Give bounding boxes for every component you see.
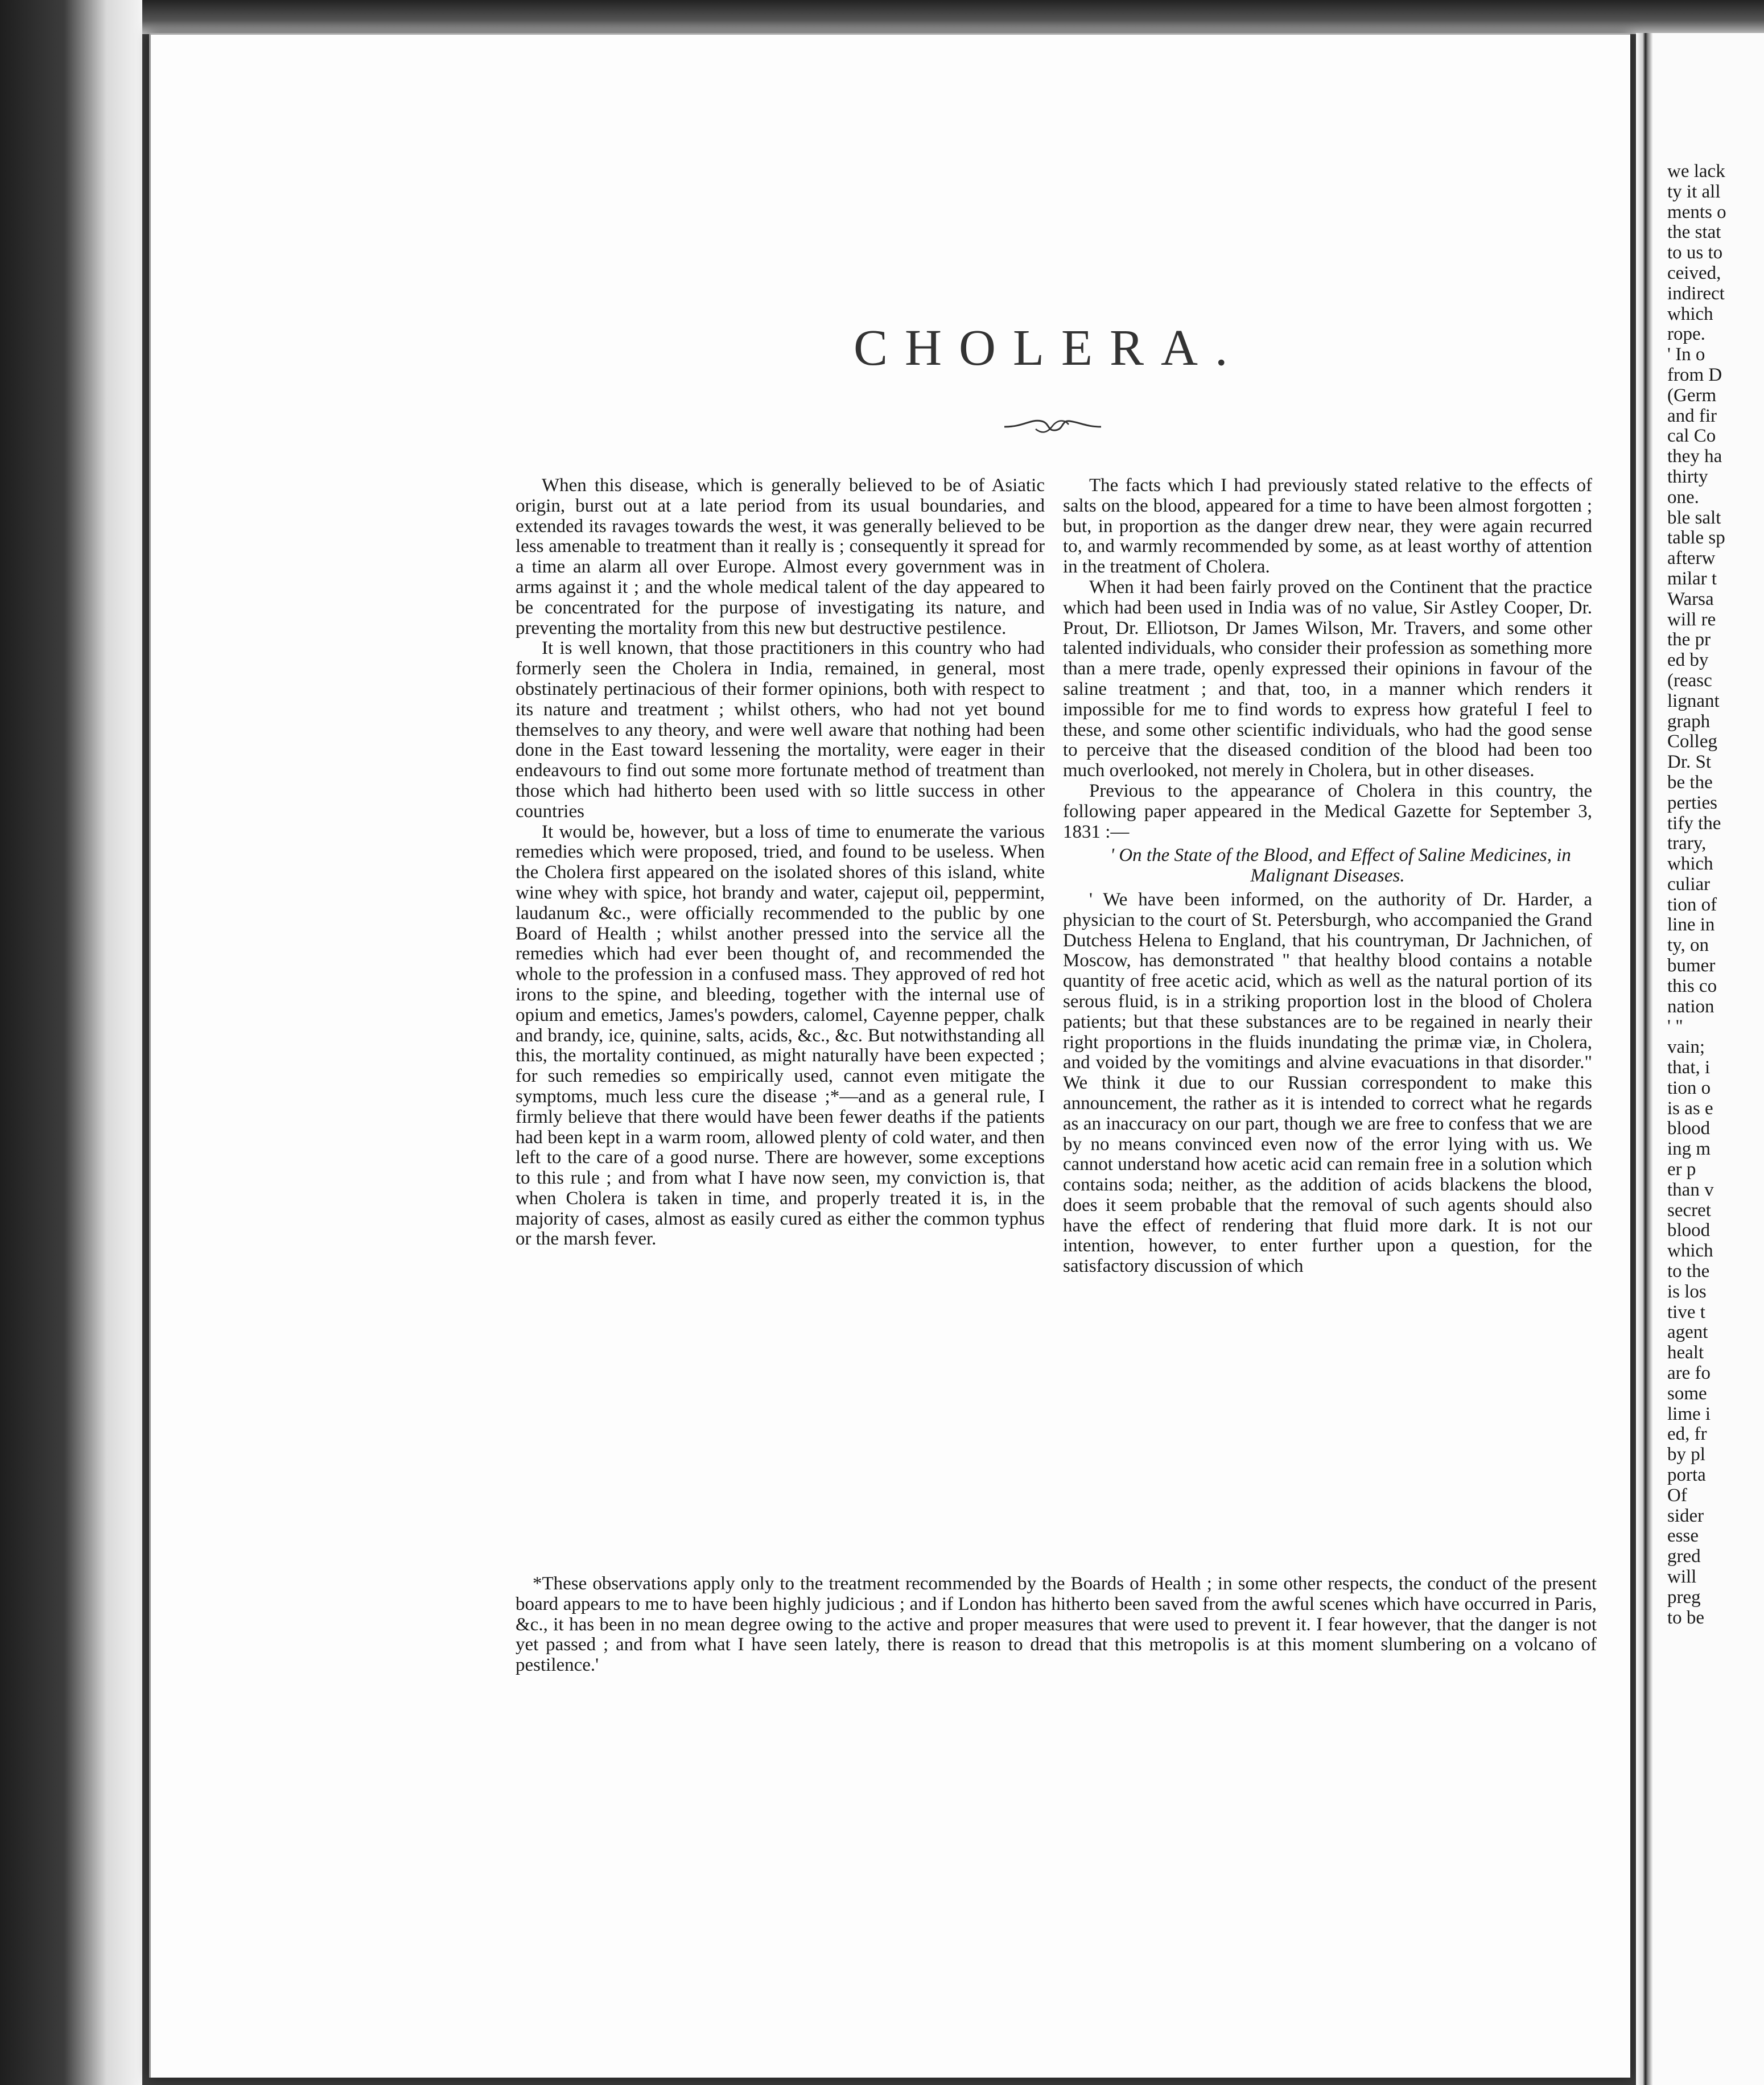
adjacent-page-line: blood	[1667, 1220, 1711, 1241]
adjacent-page-line: perties	[1667, 792, 1717, 813]
adjacent-page-line: Warsa	[1667, 588, 1714, 609]
adjacent-page-line: cal Co	[1667, 426, 1716, 447]
adjacent-page-line: table sp	[1667, 528, 1725, 549]
adjacent-page-line: they ha	[1667, 446, 1722, 467]
adjacent-page-line: milar t	[1667, 568, 1717, 589]
adjacent-page-line: will	[1667, 1566, 1697, 1587]
adjacent-page-line: afterw	[1667, 548, 1716, 569]
adjacent-page-line: the pr	[1667, 629, 1711, 650]
paragraph: It is well known, that those practitioners in this country who had formerly seen the Cholera in India, remained, in general, most obstinately pertinacious of their former opinions, both with respect to its nature and treatment ; whilst others, who had not yet bound themselves to any theory, and were well aware that nothing had been done in the East toward lessening the mortality, were eager in their endeavours to find out some more fortunate method of treatment than those which had hitherto been used with so little success in other countries	[516, 638, 1045, 822]
adjacent-page-line: and fir	[1667, 405, 1717, 426]
adjacent-page-text	[1667, 162, 1764, 1628]
adjacent-page-line: ty, on	[1667, 935, 1709, 956]
adjacent-page-line: some	[1667, 1383, 1707, 1404]
adjacent-page-line: be the	[1667, 772, 1713, 793]
adjacent-page-line: that, i	[1667, 1057, 1711, 1078]
paragraph: Previous to the appearance of Cholera in this country, the following paper appeared in the Medical Gazette for September 3, 1831 :—	[1063, 780, 1592, 842]
adjacent-page-line: lime i	[1667, 1403, 1711, 1424]
adjacent-page-line: tion o	[1667, 1077, 1711, 1098]
adjacent-page-line: (reasc	[1667, 670, 1712, 691]
quote-heading: ' On the State of the Blood, and Effect of Saline Medicines, in Malignant Diseases.	[1110, 845, 1571, 887]
adjacent-page-line: is los	[1667, 1281, 1707, 1302]
adjacent-page-line: vain;	[1667, 1037, 1705, 1058]
scan-top-border	[0, 0, 1764, 34]
adjacent-page-line: tify the	[1667, 813, 1721, 834]
adjacent-page-line: from D	[1667, 364, 1722, 385]
adjacent-page-line: is as e	[1667, 1098, 1713, 1119]
adjacent-page-line: Colleg	[1667, 731, 1717, 752]
adjacent-page-line: ble salt	[1667, 507, 1721, 528]
adjacent-page-line: than v	[1667, 1179, 1714, 1200]
adjacent-page-line: which	[1667, 303, 1713, 324]
adjacent-page-line: will re	[1667, 609, 1716, 630]
adjacent-page-line: thirty	[1667, 466, 1708, 487]
adjacent-page-line: blood	[1667, 1118, 1711, 1139]
scan-left-border	[0, 0, 142, 2085]
footnote-text: *These observations apply only to the treatment recommended by the Boards of Health ; in some other respects, the conduct of the present board appears to me to have been highly judicious ; and if London has hitherto been saved from the awful scenes which have occurred in Paris, &c., it has been in no mean degree owing to the active and proper measures that were used to prevent it. I fear however, that the danger is not yet passed ; and from what I have seen lately, there is reason to dread that this metropolis is at this moment slumbering on a volcano of pestilence.'	[516, 1573, 1597, 1676]
adjacent-page-line: agent	[1667, 1322, 1708, 1343]
adjacent-page-line: graph	[1667, 711, 1711, 732]
adjacent-page-line: ed, fr	[1667, 1424, 1707, 1445]
ornamental-flourish-icon	[1001, 414, 1104, 437]
book-gutter	[1636, 33, 1653, 2085]
paragraph: When it had been fairly proved on the Continent that the practice which had been used in India was of no value, Sir Astley Cooper, Dr. Prout, Dr. Elliotson, Dr James Wilson, Mr. Travers, and some other talented individuals, who consider their profession as something more than a mere trade, openly expressed their opinions in favour of the saline treatment ; and that, too, in a manner which renders it impossible for me to find words to express how grateful I feel to these, and some other scientific individuals, who had the good sense to perceive that the diseased condition of the blood had been too much overlooked, not merely in Cholera, but in other diseases.	[1063, 576, 1592, 781]
adjacent-page-line: ed by	[1667, 650, 1709, 671]
adjacent-page-line: sider	[1667, 1505, 1704, 1526]
adjacent-page-line: ' In o	[1667, 344, 1705, 365]
adjacent-page-line: Of	[1667, 1485, 1687, 1506]
adjacent-page-line: Dr. St	[1667, 752, 1712, 773]
adjacent-page-line: we lack	[1667, 161, 1725, 182]
adjacent-page-line: rope.	[1667, 324, 1705, 345]
adjacent-page-line: this co	[1667, 975, 1717, 996]
paragraph: It would be, however, but a loss of time to enumerate the various remedies which were proposed, tried, and found to be useless. When the Cholera first appeared on the isolated shores of this island, white wine whey with spice, hot brandy and water, cajeput oil, peppermint, laudanum &c., were officially recommended to the public by one Board of Health ; whilst another pressed into the service all the remedies which had ever been thought of, and recommended the whole to the profession in a confused mass. They approved of red hot irons to the spine, and bleeding, together with the internal use of opium and emetics, James's powders, calomel, Cayenne pepper, chalk and brandy, ice, quinine, salts, acids, &c., &c. But notwithstanding all this, the mortality continued, as might naturally have been expected ; for such remedies so empirically used, cannot even mitigate the symptoms, much less cure the disease ;*—and as a general rule, I firmly believe that there would have been fewer deaths if the patients had been kept in a warm room, allowed plenty of cold water, and then left to the care of a good nurse. There are however, some exceptions to this rule ; and from what I have now seen, my conviction is, that when Cholera is taken in time, and properly treated it is, in the majority of cases, almost as easily cured as either the common typhus or the marsh fever.	[516, 821, 1045, 1250]
adjacent-page-line: to the	[1667, 1261, 1710, 1282]
adjacent-page-line: line in	[1667, 914, 1715, 936]
adjacent-page-line: preg	[1667, 1587, 1701, 1608]
adjacent-page-line: which	[1667, 1241, 1713, 1262]
adjacent-page-line: which	[1667, 854, 1713, 875]
adjacent-page-line: bumer	[1667, 955, 1716, 976]
adjacent-page-line: ceived,	[1667, 262, 1721, 283]
right-column	[1063, 476, 1592, 1277]
left-column	[516, 476, 1045, 1250]
adjacent-page-line: by pl	[1667, 1444, 1705, 1465]
adjacent-page-line: lignant	[1667, 690, 1720, 711]
footnote	[516, 1574, 1597, 1676]
adjacent-page-line: ' "	[1667, 1016, 1683, 1037]
adjacent-page-line: ments o	[1667, 201, 1726, 222]
adjacent-page-line: to us to	[1667, 242, 1723, 263]
adjacent-page-line: nation	[1667, 996, 1714, 1017]
paragraph: The facts which I had previously stated relative to the effects of salts on the blood, appeared for a time to have been almost forgotten ; but, in proportion as the danger drew near, they were again recurred to, and warmly recommended by some, as at least worthy of attention in the treatment of Cholera.	[1063, 475, 1592, 578]
page-title: CHOLERA.	[854, 320, 1245, 376]
adjacent-page-line: culiar	[1667, 873, 1711, 895]
adjacent-page-line: ty it all	[1667, 181, 1721, 202]
paragraph: When this disease, which is generally believed to be of Asiatic origin, burst out at a late period from its usual boundaries, and extended its ravages towards the west, it was generally believed to be less amenable to treatment than it really is ; consequently it spread for a time an alarm all over Europe. Almost every government was in arms against it ; and the whole medical talent of the day appeared to be concentrated for the purpose of investigating its nature, and preventing the mortality from this new but destructive pestilence.	[516, 475, 1045, 638]
adjacent-page-line: esse	[1667, 1526, 1699, 1547]
adjacent-page-line: the stat	[1667, 222, 1721, 243]
adjacent-page-line: are fo	[1667, 1363, 1711, 1384]
adjacent-page-line: trary,	[1667, 833, 1707, 854]
adjacent-page-line: secret	[1667, 1200, 1711, 1221]
adjacent-page-line: porta	[1667, 1465, 1706, 1485]
adjacent-page-line: healt	[1667, 1342, 1704, 1363]
adjacent-page-line: gred	[1667, 1546, 1701, 1567]
adjacent-page-line: ing m	[1667, 1139, 1711, 1160]
adjacent-page-line: tion of	[1667, 894, 1717, 915]
adjacent-page-line: indirect	[1667, 283, 1725, 304]
adjacent-page-line: to be	[1667, 1607, 1705, 1628]
adjacent-page-line: er p	[1667, 1159, 1696, 1180]
adjacent-page-line: one.	[1667, 487, 1699, 508]
adjacent-page-line: (Germ	[1667, 385, 1717, 406]
adjacent-page-line: tive t	[1667, 1301, 1705, 1322]
paragraph: ' We have been informed, on the authority of Dr. Harder, a physician to the court of St. Petersburgh, who accompanied the Grand Dutchess Helena to England, that his countryman, Dr Jachnichen, of Moscow, has demonstrated " that healthy blood contains a notable quantity of free acetic acid, which as well as the natural portion of its serous fluid, is in a striking proportion lost in the blood of Cholera patients; but that these substances are to be regained in nearly their right proportions in the fluids inundating the primæ viæ, in Cholera, and voided by the vomitings and alvine evacuations in that disorder." We think it due to our Russian correspondent to make this announcement, the rather as it is intended to correct what he regards as an inaccuracy on our part, though we are free to confess that we are by no means convinced even now of the error lying with us. We cannot understand how acetic acid can remain free in a solution which contains soda; neither, as the addition of acids blackens the blood, does it seem probable that the removal of such agents should also have the effect of rendering that fluid more dark. It is not our intention, however, to enter further upon a question, for the satisfactory discussion of which	[1063, 889, 1592, 1277]
